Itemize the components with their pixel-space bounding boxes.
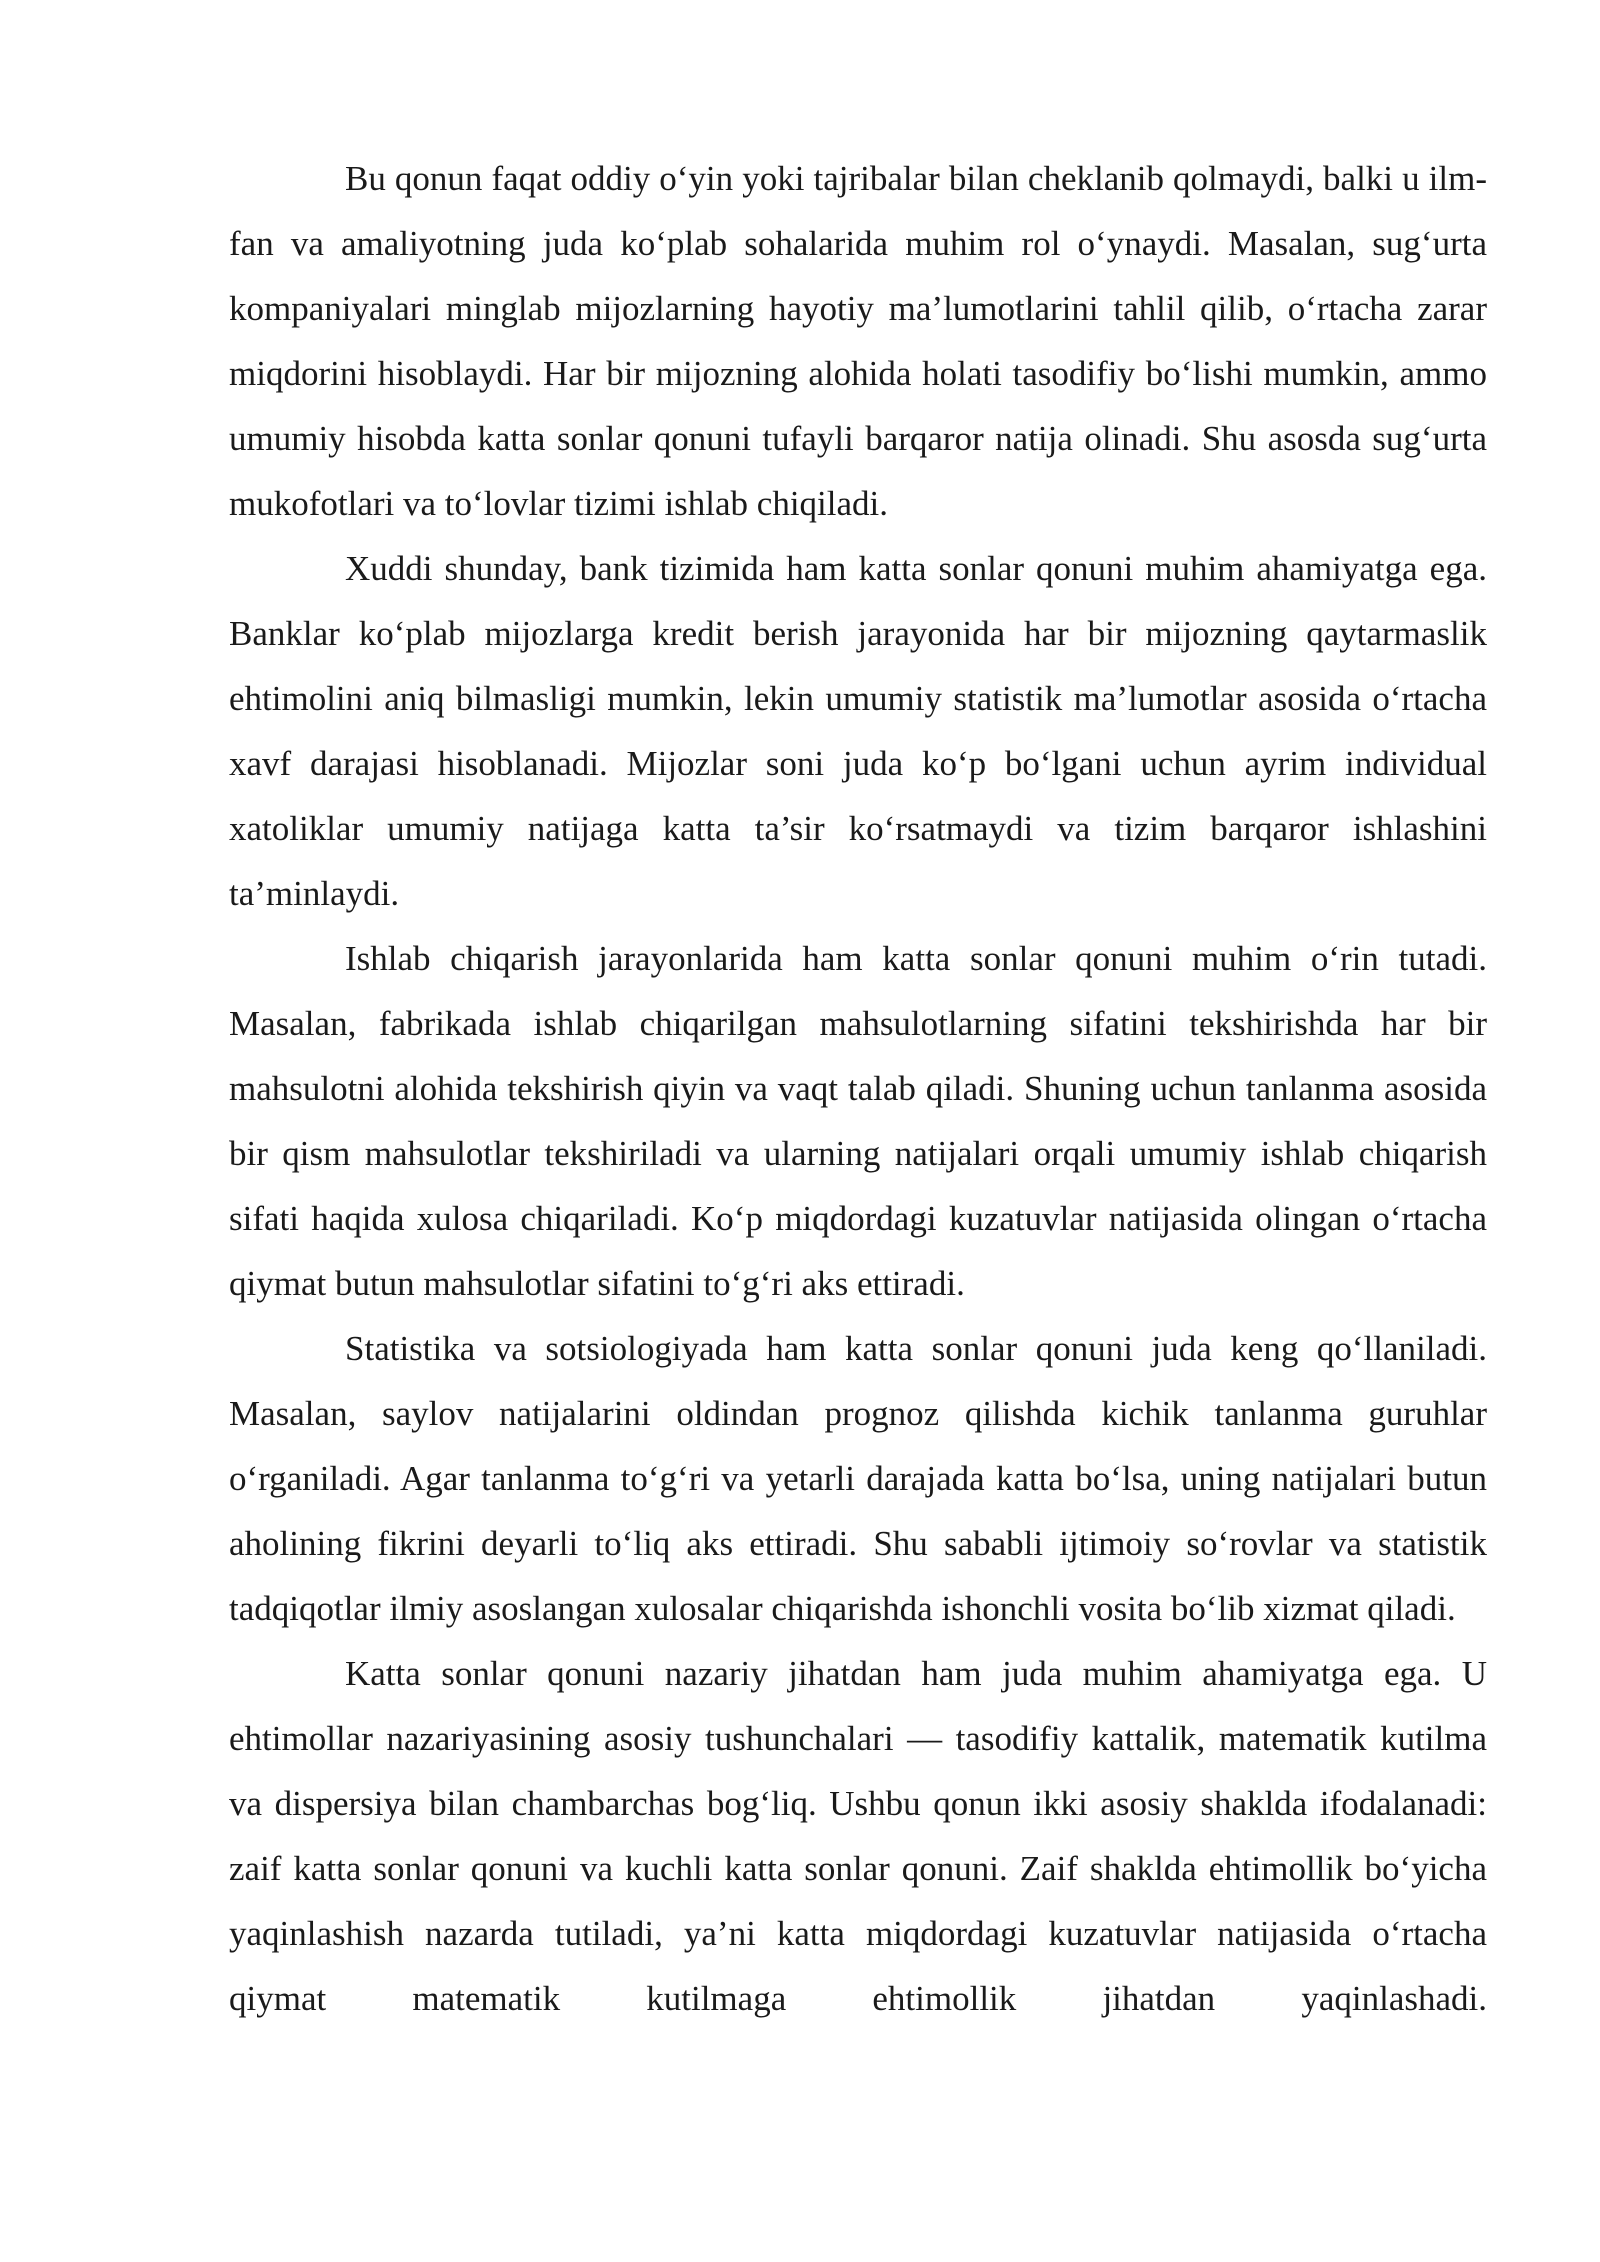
paragraph-banking: Xuddi shunday, bank tizimida ham katta sonlar qonuni muhim ahamiyatga ega. Banklar ko‘plab mijozlarga kredit berish jarayonida har bir mijozning qaytarmaslik ehtimolini aniq bilmasligi mumkin, lekin umumiy statistik ma’lumotlar asosida o‘rtacha xavf darajasi hisoblanadi. Mijozlar soni juda ko‘p bo‘lgani uchun ayrim individual xatoliklar umumiy natijaga katta ta’sir ko‘rsatmaydi va tizim barqaror ishlashini ta’minlaydi.	[229, 549, 1487, 913]
paragraph-insurance: Bu qonun faqat oddiy o‘yin yoki tajribalar bilan cheklanib qolmaydi, balki u ilm-fan va amaliyotning juda ko‘plab sohalarida muhim rol o‘ynaydi. Masalan, sug‘urta kompaniyalari minglab mijozlarning hayotiy ma’lumotlarini tahlil qilib, o‘rtacha zarar miqdorini hisoblaydi. Har bir mijozning alohida holati tasodifiy bo‘lishi mumkin, ammo umumiy hisobda katta sonlar qonuni tufayli barqaror natija olinadi. Shu asosda sug‘urta mukofotlari va to‘lovlar tizimi ishlab chiqiladi.	[229, 159, 1487, 523]
paragraph-manufacturing: Ishlab chiqarish jarayonlarida ham katta sonlar qonuni muhim o‘rin tutadi. Masalan, fabrikada ishlab chiqarilgan mahsulotlarning sifatini tekshirishda har bir mahsulotni alohida tekshirish qiyin va vaqt talab qiladi. Shuning uchun tanlanma asosida bir qism mahsulotlar tekshiriladi va ularning natijalari orqali umumiy ishlab chiqarish sifati haqida xulosa chiqariladi. Ko‘p miqdordagi kuzatuvlar natijasida olingan o‘rtacha qiymat butun mahsulotlar sifatini to‘g‘ri aks ettiradi.	[229, 939, 1487, 1303]
paragraph-statistics: Statistika va sotsiologiyada ham katta sonlar qonuni juda keng qo‘llaniladi. Masalan, saylov natijalarini oldindan prognoz qilishda kichik tanlanma guruhlar o‘rganiladi. Agar tanlanma to‘g‘ri va yetarli darajada katta bo‘lsa, uning natijalari butun aholining fikrini deyarli to‘liq aks ettiradi. Shu sababli ijtimoiy so‘rovlar va statistik tadqiqotlar ilmiy asoslangan xulosalar chiqarishda ishonchli vosita bo‘lib xizmat qiladi.	[229, 1329, 1487, 1628]
paragraph-theory: Katta sonlar qonuni nazariy jihatdan ham juda muhim ahamiyatga ega. U ehtimollar nazariyasining asosiy tushunchalari — tasodifiy kattalik, matematik kutilma va dispersiya bilan chambarchas bog‘liq. Ushbu qonun ikki asosiy shaklda ifodalanadi: zaif katta sonlar qonuni va kuchli katta sonlar qonuni. Zaif shaklda ehtimollik bo‘yicha yaqinlashish nazarda tutiladi, ya’ni katta miqdordagi kuzatuvlar natijasida o‘rtacha qiymat matematik kutilmaga ehtimollik jihatdan yaqinlashadi.	[229, 1654, 1487, 2018]
document-body	[229, 146, 1487, 2031]
